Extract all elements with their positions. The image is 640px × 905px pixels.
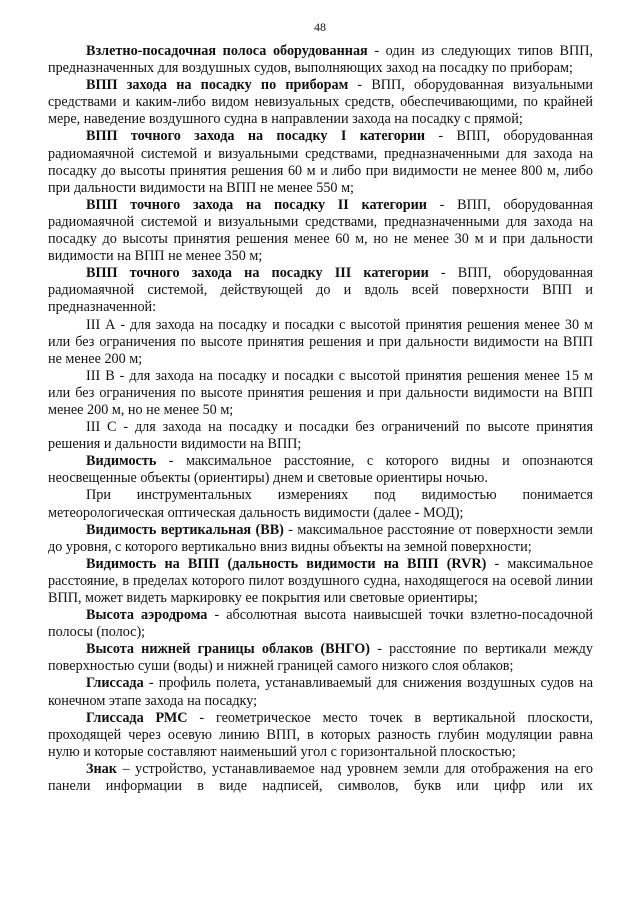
definition-paragraph — [48, 675, 593, 709]
definition-text: - один из следующих типов ВПП, предназначенных для воздушных судов, выполняющих заход на посадку по приборам; — [48, 43, 593, 77]
term: Высота нижней границы облаков (ВНГО) — [86, 641, 370, 658]
term: Видимость вертикальная (ВВ) — [86, 521, 284, 538]
term: ВПП точного захода на посадку III категории — [86, 265, 429, 282]
definition-text: - максимальное расстояние от поверхности земли до уровня, с которого вертикально вниз видны объекты на земной поверхности; — [48, 521, 594, 555]
category-item — [48, 419, 593, 453]
definition-text: - ВПП, оборудованная визуальными средствами и каким-либо видом невизуальных средств, обеспечивающими, по крайней мере, наведение воздушного судна в направлении захода на посадку с прямой; — [48, 77, 593, 128]
definition-paragraph — [48, 710, 593, 761]
definition-paragraph — [48, 197, 593, 265]
definition-text: - ВПП, оборудованная радиомаячной системой, действующей до и вдоль всей поверхности ВПП и предназначенной: — [48, 265, 593, 316]
definition-paragraph — [48, 761, 593, 795]
category-text: III С - для захода на посадку и посадки без ограничений по высоте принятия решения и дальности видимости на ВПП; — [48, 419, 593, 453]
definition-paragraph — [48, 607, 593, 641]
definition-text: – устройство, устанавливаемое над уровнем земли для отображения на его панели информации в виде надписей, символов, букв или цифр или их — [48, 760, 593, 795]
definition-paragraph — [48, 522, 593, 556]
term: Видимость — [86, 453, 157, 470]
note-text: При инструментальных измерениях под видимостью понимается метеорологическая оптическая дальность видимости (далее - МОД); — [48, 487, 593, 521]
term: Глиссада — [86, 675, 144, 692]
definition-paragraph — [48, 43, 593, 77]
definition-paragraph — [48, 453, 593, 487]
term: ВПП захода на посадку по приборам — [86, 77, 349, 94]
term: Высота аэродрома — [86, 607, 208, 624]
definition-paragraph — [48, 641, 593, 675]
category-item — [48, 368, 593, 419]
term: Глиссада РМС — [86, 709, 188, 726]
category-text: III В - для захода на посадку и посадки с высотой принятия решения менее 15 м или без ограничения по высоте принятия решения и при дальности видимости на ВПП менее 200 м, но не менее 50 м; — [48, 367, 593, 418]
definition-text: - ВПП, оборудованная радиомаячной системой и визуальными средствами, предназначенными для захода на посадку до высоты принятия решения 60 м и либо при видимости не менее 800 м, либо при дальности видимости на ВПП не менее 550 м; — [48, 128, 593, 196]
definition-text: - геометрическое место точек в вертикальной плоскости, проходящей через осевую линию ВПП, в которых разность глубин модуляции равна нулю и которые составляют наименьший угол с горизонтальной плоскостью; — [48, 709, 593, 760]
term: ВПП точного захода на посадку II категории — [86, 196, 427, 213]
term: Взлетно-посадочная полоса оборудованная — [86, 43, 368, 59]
note-paragraph — [48, 487, 593, 521]
definition-paragraph — [48, 556, 593, 607]
category-item — [48, 317, 593, 368]
term: ВПП точного захода на посадку I категории — [86, 128, 426, 145]
definition-paragraph — [48, 77, 593, 128]
term: Знак — [86, 760, 117, 777]
definition-text: - ВПП, оборудованная радиомаячной системой и визуальными средствами, предназначенными для захода на посадку до высоты принятия решения менее 60 м, но не менее 30 м и при дальности видимости на ВПП не менее 350 м; — [48, 196, 593, 265]
page-number: 48 — [314, 20, 326, 34]
definition-text: - профиль полета, устанавливаемый для снижения воздушных судов на конечном этапе захода на посадку; — [48, 675, 593, 709]
definition-paragraph — [48, 265, 593, 316]
definition-text: - расстояние по вертикали между поверхностью суши (воды) и нижней границей самого низкого слоя облаков; — [48, 641, 593, 675]
definition-text: - максимальное расстояние, с которого видны и опознаются неосвещенные объекты (ориентиры) днем и световые ориентиры ночью. — [48, 453, 593, 487]
category-text: III А - для захода на посадку и посадки с высотой принятия решения менее 30 м или без ограничения по высоте принятия решения и при дальности видимости на ВПП не менее 200 м; — [48, 316, 593, 367]
definition-text: - абсолютная высота наивысшей точки взлетно-посадочной полосы (полос); — [48, 607, 593, 641]
definition-paragraph — [48, 128, 593, 196]
term: Видимость на ВПП (дальность видимости на ВПП (RVR) — [86, 555, 487, 572]
document-body — [48, 43, 593, 795]
definition-text: - максимальное расстояние, в пределах которого пилот воздушного судна, находящегося на осевой линии ВПП, может видеть маркировку ее покрытия или световые ориентиры; — [48, 555, 594, 606]
